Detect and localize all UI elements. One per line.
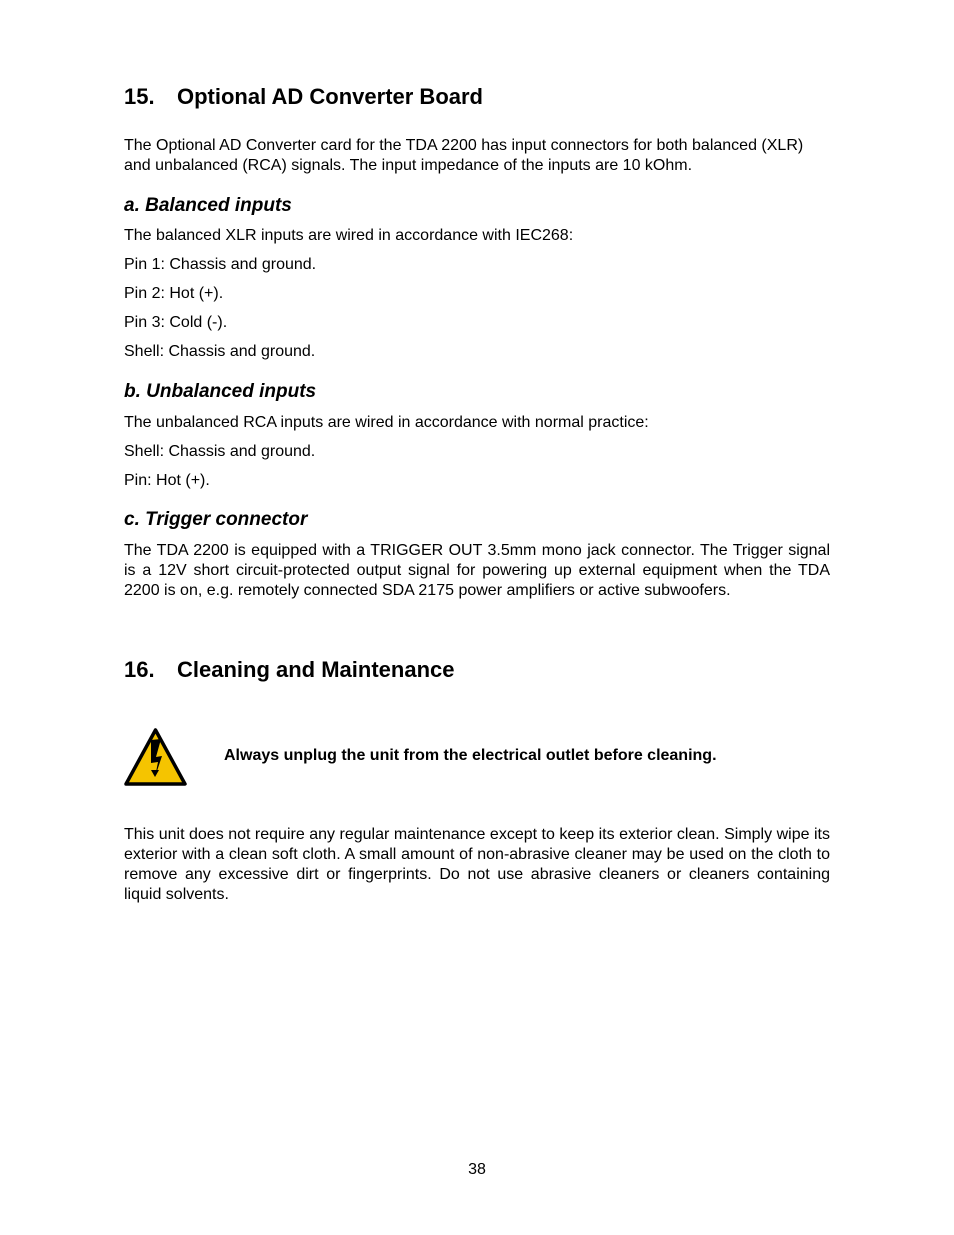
cleaning-warning-text: Always unplug the unit from the electrical outlet before cleaning. (224, 747, 717, 764)
balanced-pin-1: Pin 1: Chassis and ground. (124, 256, 317, 273)
balanced-inputs-intro: The balanced XLR inputs are wired in accordance with IEC268: (124, 227, 574, 244)
balanced-pin-2: Pin 2: Hot (+). (124, 285, 224, 302)
section-16-number: 16. (124, 657, 155, 682)
page-number: 38 (468, 1161, 486, 1178)
section-15-number: 15. (124, 84, 155, 109)
unbalanced-inputs-heading: b. Unbalanced inputs (124, 381, 317, 402)
balanced-pin-3: Pin 3: Cold (-). (124, 314, 228, 331)
balanced-shell: Shell: Chassis and ground. (124, 343, 316, 360)
trigger-connector-text: The TDA 2200 is equipped with a TRIGGER OUT 3.5mm mono jack connector. The Trigger signal is a 12V short circuit-protected output signal for powering up external equipment when the TDA 2200 is on, e.g. remotely connected SDA 2175 power amplifiers or active subwoofers. (124, 542, 830, 599)
balanced-inputs-heading: a. Balanced inputs (124, 195, 292, 216)
trigger-connector-heading: c. Trigger connector (124, 509, 308, 530)
cleaning-maintenance-text: This unit does not require any regular maintenance except to keep its exterior clean. Simply wipe its exterior with a clean soft cloth. A small amount of non-abrasive cleaner may be used on the cloth to remove any excessive dirt or fingerprints. Do not use abrasive cleaners or cleaners containing liquid solvents. (124, 826, 830, 903)
unbalanced-pin: Pin: Hot (+). (124, 472, 210, 489)
section-16-heading (124, 657, 455, 683)
unbalanced-shell: Shell: Chassis and ground. (124, 443, 316, 460)
section-15-intro: The Optional AD Converter card for the TDA 2200 has input connectors for both balanced (XLR) and unbalanced (RCA) signals. The input impedance of the inputs are 10 kOhm. (124, 137, 804, 174)
section-15-heading (124, 84, 483, 110)
high-voltage-warning-icon (124, 728, 187, 786)
unbalanced-inputs-intro: The unbalanced RCA inputs are wired in accordance with normal practice: (124, 414, 649, 431)
section-16-title: Cleaning and Maintenance (177, 657, 455, 682)
section-15-title: Optional AD Converter Board (177, 84, 483, 109)
